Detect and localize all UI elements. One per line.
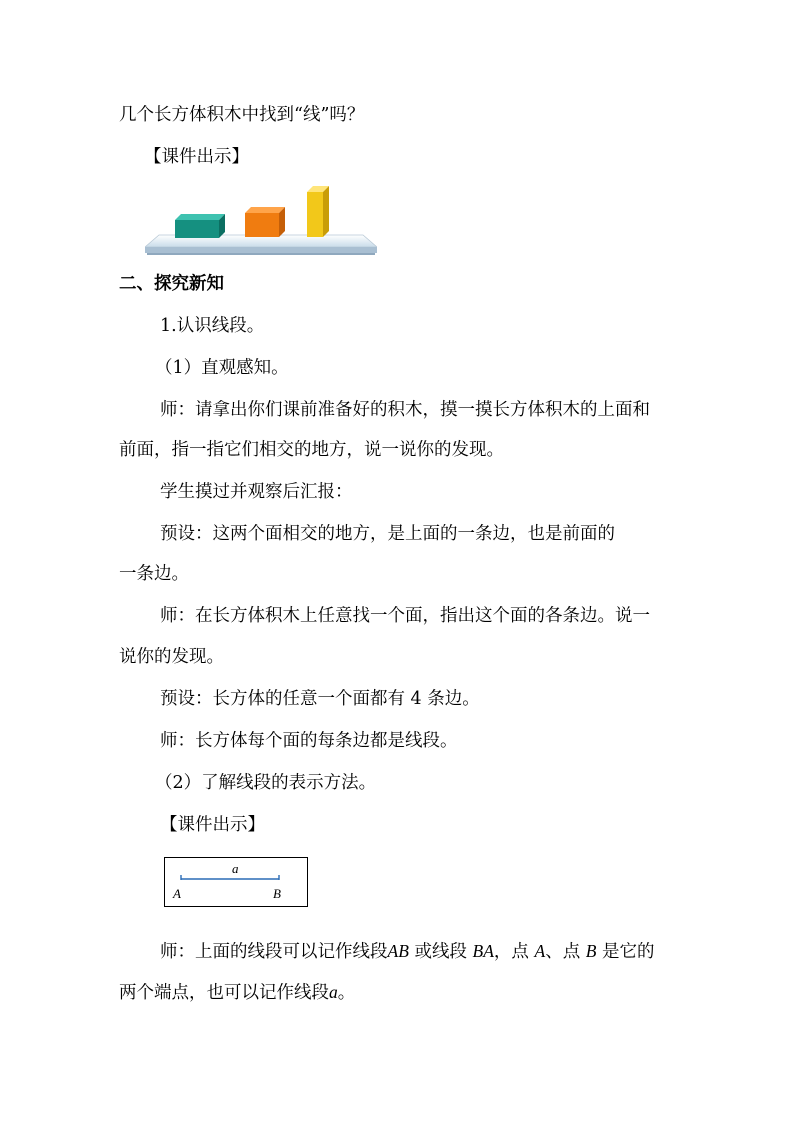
yellow-block bbox=[307, 186, 329, 237]
segment-label-a: a bbox=[232, 861, 239, 876]
orange-block bbox=[245, 207, 285, 237]
paragraph-line: 学生摸过并观察后汇报： bbox=[160, 482, 353, 502]
text-run: ，点 bbox=[493, 942, 535, 962]
paragraph-line-notation bbox=[160, 939, 655, 964]
text-run: 。 bbox=[337, 983, 356, 1003]
text-run: 或线段 bbox=[408, 942, 473, 962]
paragraph-line: 前面，指一指它们相交的地方，说一说你的发现。 bbox=[119, 440, 504, 460]
courseware-label-1: 【课件出示】 bbox=[144, 147, 249, 167]
intro-line: 几个长方体积木中找到“线”吗？ bbox=[119, 105, 365, 125]
math-ba: BA bbox=[472, 941, 494, 961]
paragraph-line: 师：在长方体积木上任意找一个面，指出这个面的各条边。说一 bbox=[160, 606, 650, 626]
paragraph-line: 师：请拿出你们课前准备好的积木，摸一摸长方体积木的上面和 bbox=[160, 400, 650, 420]
math-a-lower: a bbox=[329, 982, 338, 1002]
teal-block bbox=[175, 214, 225, 238]
courseware-label-2: 【课件出示】 bbox=[160, 815, 265, 835]
paragraph-line: 预设：长方体的任意一个面都有 4 条边。 bbox=[160, 689, 480, 709]
paragraph-line: 预设：这两个面相交的地方，是上面的一条边，也是前面的 bbox=[160, 524, 615, 544]
block-figure bbox=[145, 183, 377, 258]
math-a: A bbox=[534, 941, 546, 961]
segment-figure bbox=[164, 857, 308, 907]
text-run: 、点 bbox=[545, 942, 586, 962]
segment-diagram bbox=[165, 858, 307, 906]
paragraph-line bbox=[119, 980, 355, 1005]
section-heading: 二、探究新知 bbox=[119, 274, 224, 294]
point-label-a: A bbox=[173, 886, 181, 901]
math-b: B bbox=[585, 941, 597, 961]
paragraph-line: 师：长方体每个面的每条边都是线段。 bbox=[160, 731, 458, 751]
point-label-b: B bbox=[273, 886, 281, 901]
sub-item-2: （2）了解线段的表示方法。 bbox=[155, 773, 377, 793]
sub-item-1: （1）直观感知。 bbox=[155, 358, 289, 378]
paragraph-line: 一条边。 bbox=[119, 564, 189, 584]
text-run: 师：上面的线段可以记作线段 bbox=[160, 942, 388, 962]
paragraph-line: 说你的发现。 bbox=[119, 647, 224, 667]
math-ab: AB bbox=[387, 941, 409, 961]
text-run: 是它的 bbox=[596, 942, 655, 962]
subsection-title: 1.认识线段。 bbox=[160, 316, 265, 336]
text-run: 两个端点，也可以记作线段 bbox=[119, 983, 329, 1003]
